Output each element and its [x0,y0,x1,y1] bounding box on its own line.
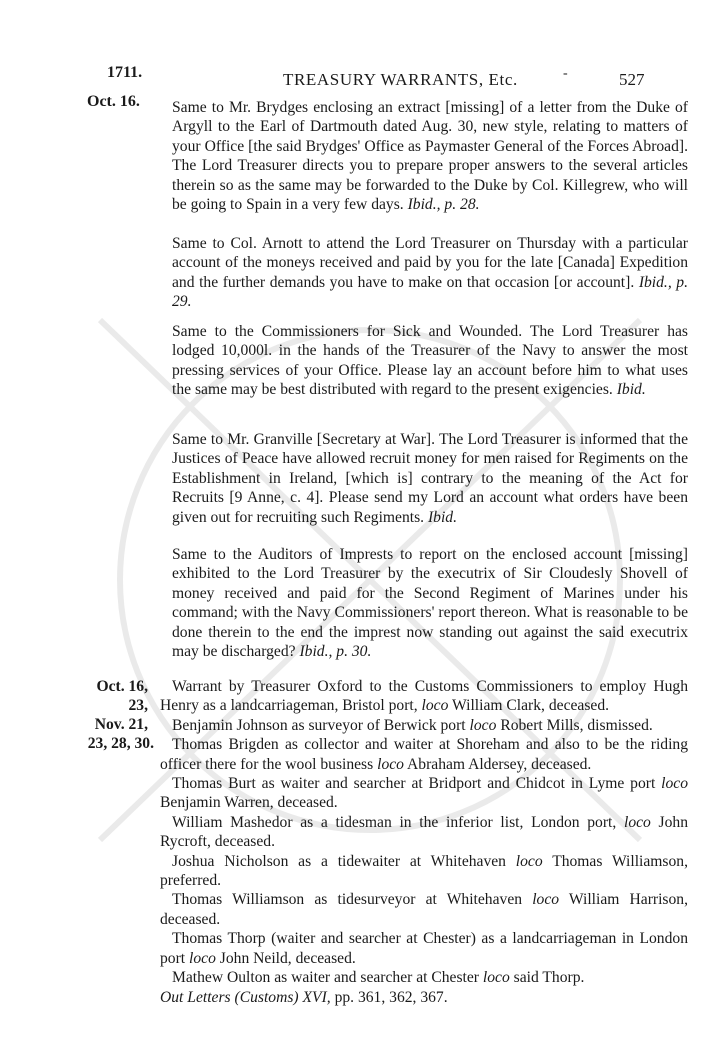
entry-text: Joshua Nicholson as a tidewaiter at Whitehaven [172,852,506,870]
paragraph-citation: Ibid. [616,381,646,399]
paragraph-text: Same to the Commissioners for Sick and Wounded. The Lord Treasurer has lodged 10,000l. in the hands of the Treasurer of the Navy to answer the most pressing services of your Office. Please lay an account before him to what uses the same may be best distributed with regard to the present exigencies. [172,323,688,399]
warrant-entry [160,929,688,968]
paragraph-sick-wounded [172,322,688,400]
warrant-entry [160,890,688,929]
entry-text: Benjamin Johnson as surveyor of Berwick port [172,716,466,734]
entry-text: William Harrison, deceased. [160,891,688,928]
paragraph-citation: Ibid., p. 30. [299,643,372,661]
entry-loco: loco [515,852,543,870]
warrant-entry [160,735,688,774]
paragraph-citation: Ibid. [427,508,457,526]
paragraph-citation: Ibid., p. 29. [172,273,688,311]
entry-loco: loco [421,697,449,715]
entry-text: Thomas Williamson as tidesurveyor at Whitehaven [172,891,523,909]
side-date-23-28-30: 23, 28, 30. [87,735,154,752]
side-date-oct-16: Oct. 16, [96,678,148,695]
side-date-nov-21: Nov. 21, [94,716,148,733]
final-citation [160,988,688,1007]
paragraph-auditors [172,545,688,661]
entry-text: Mathew Oulton as waiter and searcher at Chester [172,969,479,987]
paragraph-text: Same to Col. Arnott to attend the Lord Treasurer on Thursday with a particular account of the moneys received and paid by you for the late [Canada] Expedition and the further demands you have to make on that occasion [or account]. [172,235,688,291]
entry-loco: loco [189,949,216,967]
entry-text: Thomas Burt as waiter and searcher at Bridport and Chidcot in Lyme port [172,775,656,793]
paragraph-text: Same to Mr. Brydges enclosing an extract [missing] of a letter from the Duke of Argyll to the Earl of Dartmouth dated Aug. 30, new style, relating to matters of your Office [the said Brydges' Office as Paymaster General of the Forces Abroad]. The Lord Treasurer directs you to prepare proper answers to the several articles therein so as the same may be forwarded to the Duke by Col. Killegrew, who will be going to Spain in a very few days. [172,99,688,214]
paragraph-text: Same to the Auditors of Imprests to report on the enclosed account [missing] exhibited to the Lord Treasurer by the executrix of Sir Cloudesly Shovell of money received and paid for the Second Regiment of Marines under his command; with the Navy Commissioners' report thereon. What is reasonable to be done therein to the end the imprest now standing out against the said executrix may be discharged? [172,546,688,661]
entry-loco: loco [377,755,404,773]
entry-text: Thomas Williamson, preferred. [160,852,688,890]
header-dash: - [563,66,568,81]
entry-text: Warrant by Treasurer Oxford to the Customs Commissioners to employ Hugh Henry as a landcarriageman, Bristol port, [160,678,688,715]
warrant-entry [160,968,688,987]
entry-loco: loco [623,813,651,831]
warrant-entry [160,716,688,735]
side-date-23: 23, [128,697,148,714]
warrant-entry [160,813,688,852]
entry-loco: loco [532,891,560,909]
entry-text: John Neild, deceased. [219,949,356,967]
paragraph-citation: Ibid., p. 28. [407,196,480,214]
paragraph-arnott [172,234,688,312]
warrant-list [160,677,688,1007]
entry-text: Thomas Brigden as collector and waiter at Shoreham and also to be the riding officer there for the wool business [160,736,688,773]
margin-year: 1711. [107,64,143,81]
page-number: 527 [619,70,645,89]
running-title: TREASURY WARRANTS, Etc. [283,70,518,89]
entry-loco: loco [661,775,688,793]
entry-loco: loco [482,969,510,987]
entry-text: William Mashedor as a tidesman in the inferior list, London port, [172,813,617,831]
entry-text: said Thorp. [513,969,585,987]
entry-text: Thomas Thorp (waiter and searcher at Chester) as a landcarriageman in London port [160,930,688,967]
entry-text: William Clark, deceased. [452,697,610,715]
paragraph-granville [172,430,688,527]
warrant-entry [160,677,688,716]
citation-source: Out Letters (Customs) XVI, [160,988,331,1006]
paragraph-brydges [172,98,688,214]
margin-date: Oct. 16. [87,93,140,110]
entry-loco: loco [469,716,497,734]
warrant-entry [160,852,688,891]
paragraph-text: Same to Mr. Granville [Secretary at War]. The Lord Treasurer is informed that the Justices of Peace have allowed recruit money for men raised for Regiments on the Establishment in Ireland, [which is] contrary to the meaning of the Act for Recruits [9 Anne, c. 4]. Please send my Lord an account what orders have been given out for recruiting such Regiments. [172,431,688,526]
entry-text: Benjamin Warren, deceased. [160,794,338,812]
entry-text: John Rycroft, deceased. [160,813,688,851]
warrant-entry [160,774,688,813]
entry-text: Robert Mills, dismissed. [500,716,653,734]
citation-pages: pp. 361, 362, 367. [334,988,448,1006]
entry-text: Abraham Aldersey, deceased. [407,755,592,773]
